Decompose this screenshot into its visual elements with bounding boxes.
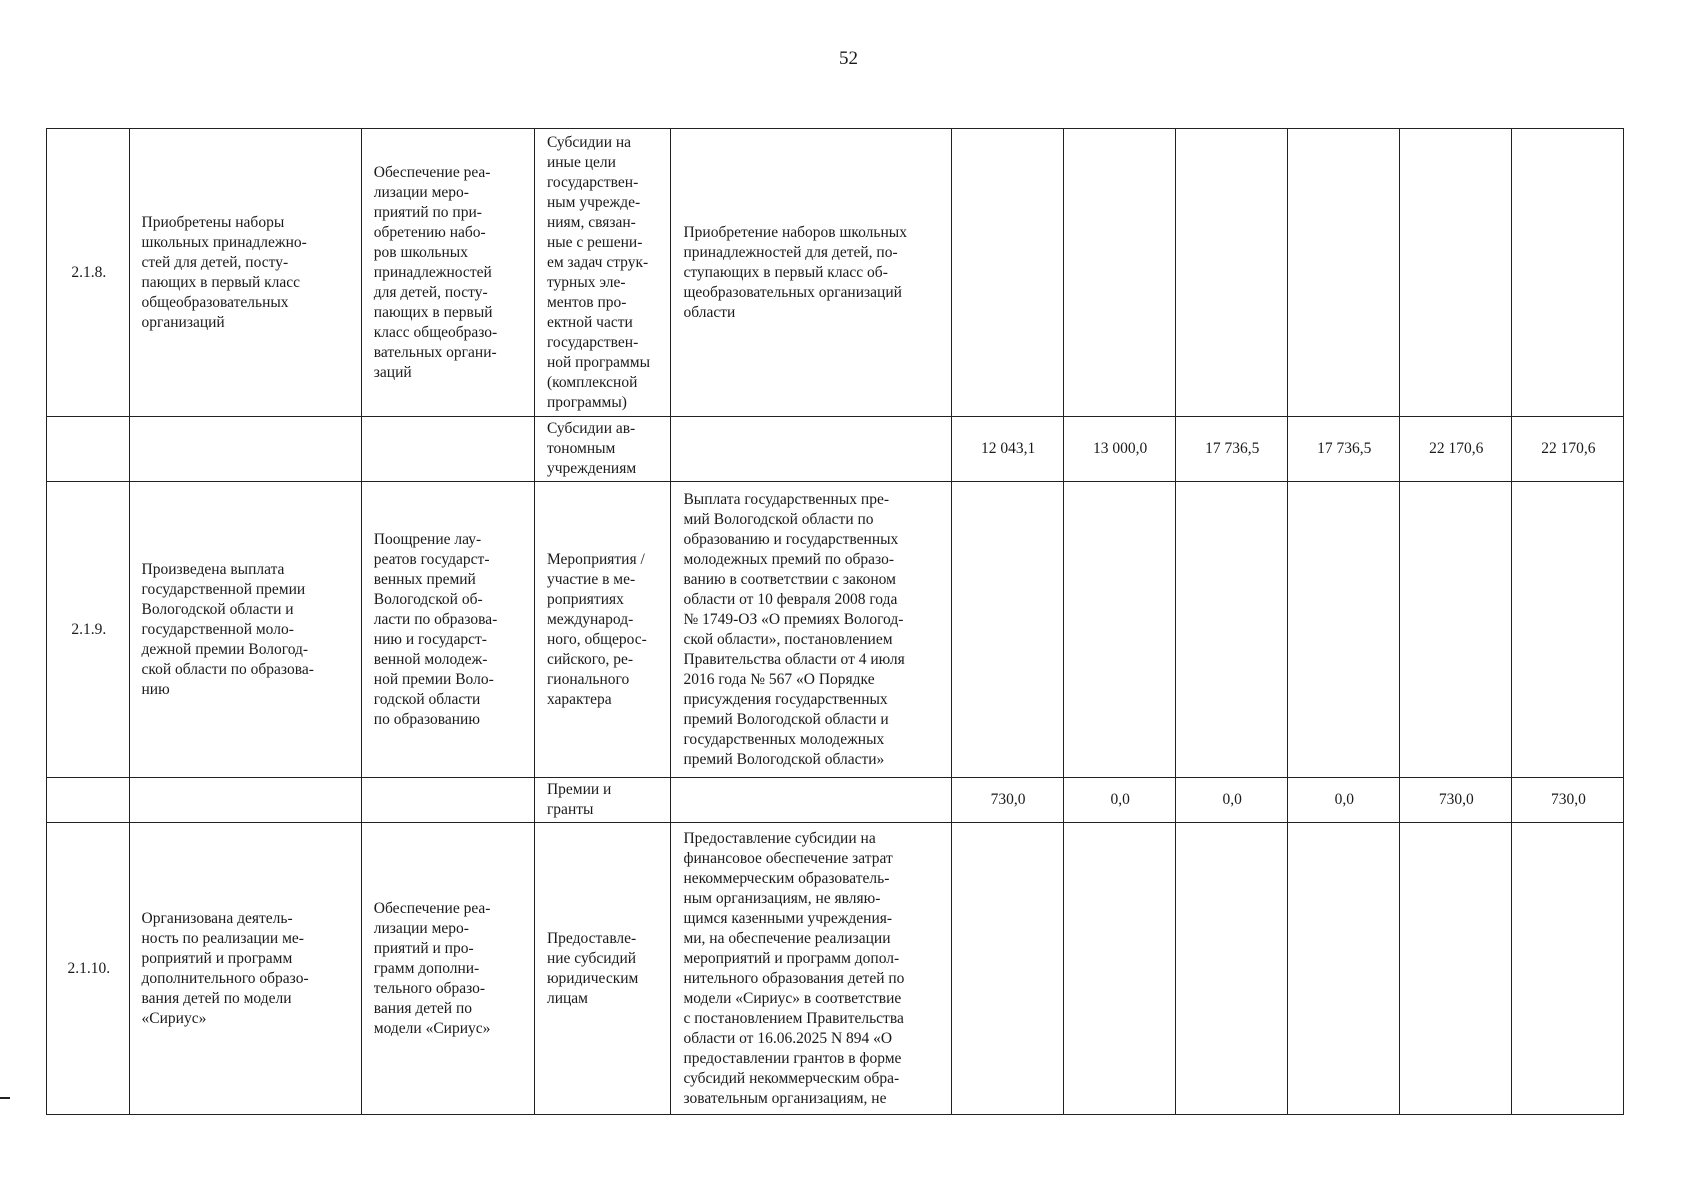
table-row <box>47 778 1624 823</box>
value-cell <box>1175 823 1287 1115</box>
value-cell <box>1511 823 1623 1115</box>
empty-cell <box>361 778 534 823</box>
value-cell <box>1175 129 1287 417</box>
value-cell <box>1287 482 1399 778</box>
description-cell: Приобретение наборов школьных принадлежностей для детей, по- ступающих в первый класс об- щеобразовательных организаций области <box>671 129 951 417</box>
table-row <box>47 482 1624 778</box>
description-cell: Выплата государственных пре- мий Вологодской области по образованию и государственных молодежных премий по образо- ванию в соответствии с законом области от 10 февраля 2008 года № 1749-ОЗ «О премиях Вологод- ской области», постановлением Правительства области от 4 июля 2016 года № 567 «О Порядке присуждения государственных премий Вологодской области и государственных молодежных премий Вологодской области» <box>671 482 951 778</box>
measure-cell: Поощрение лау- реатов государст- венных премий Вологодской об- ласти по образова- нию и государст- венной молодеж- ной премии Воло- годской области по образованию <box>361 482 534 778</box>
page-number: 52 <box>839 48 858 69</box>
value-cell <box>1287 823 1399 1115</box>
empty-cell <box>129 417 361 482</box>
empty-cell <box>47 778 130 823</box>
value-cell <box>1511 129 1623 417</box>
value-cell <box>1063 129 1175 417</box>
value-cell: 22 170,6 <box>1399 417 1511 482</box>
value-cell: 17 736,5 <box>1287 417 1399 482</box>
row-number: 2.1.9. <box>47 482 130 778</box>
value-cell <box>1287 129 1399 417</box>
value-cell <box>951 823 1063 1115</box>
value-cell: 730,0 <box>1511 778 1623 823</box>
value-cell: 17 736,5 <box>1175 417 1287 482</box>
value-cell <box>1399 129 1511 417</box>
value-cell <box>1399 482 1511 778</box>
result-cell: Приобретены наборы школьных принадлежно- стей для детей, посту- пающих в первый класс общеобразовательных организаций <box>129 129 361 417</box>
row-number: 2.1.10. <box>47 823 130 1115</box>
value-cell: 12 043,1 <box>951 417 1063 482</box>
value-cell <box>1063 482 1175 778</box>
value-cell <box>1175 482 1287 778</box>
margin-mark <box>0 1097 10 1099</box>
type-cell: Премии и гранты <box>534 778 671 823</box>
empty-cell <box>671 417 951 482</box>
table-row <box>47 823 1624 1115</box>
table-row <box>47 129 1624 417</box>
empty-cell <box>361 417 534 482</box>
value-cell: 0,0 <box>1287 778 1399 823</box>
value-cell: 0,0 <box>1175 778 1287 823</box>
value-cell: 0,0 <box>1063 778 1175 823</box>
type-cell: Предоставле- ние субсидий юридическим лицам <box>534 823 671 1115</box>
value-cell: 730,0 <box>1399 778 1511 823</box>
empty-cell <box>671 778 951 823</box>
table-row <box>47 417 1624 482</box>
value-cell: 730,0 <box>951 778 1063 823</box>
type-cell: Субсидии ав- тономным учреждениям <box>534 417 671 482</box>
description-cell: Предоставление субсидии на финансовое обеспечение затрат некоммерческим образователь- ным организациям, не являю- щимся казенными учреждения- ми, на обеспечение реализации мероприятий и программ допол- нительного образования детей по модели «Сириус» в соответствие с постановлением Правительства области от 16.06.2025 N 894 «О предоставлении грантов в форме субсидий некоммерческим обра- зовательным организациям, не <box>671 823 951 1115</box>
value-cell <box>951 482 1063 778</box>
value-cell: 13 000,0 <box>1063 417 1175 482</box>
value-cell <box>1399 823 1511 1115</box>
type-cell: Мероприятия / участие в ме- роприятиях международ- ного, общерос- сийского, ре- гионального характера <box>534 482 671 778</box>
value-cell: 22 170,6 <box>1511 417 1623 482</box>
measure-cell: Обеспечение реа- лизации меро- приятий по при- обретению набо- ров школьных принадлежностей для детей, посту- пающих в первый класс общеобразо- вательных органи- заций <box>361 129 534 417</box>
value-cell <box>951 129 1063 417</box>
result-cell: Произведена выплата государственной премии Вологодской области и государственной моло- дежной премии Вологод- ской области по образова- нию <box>129 482 361 778</box>
empty-cell <box>129 778 361 823</box>
row-number: 2.1.8. <box>47 129 130 417</box>
program-table <box>46 128 1624 1115</box>
measure-cell: Обеспечение реа- лизации меро- приятий и про- грамм дополни- тельного образо- вания детей по модели «Сириус» <box>361 823 534 1115</box>
result-cell: Организована деятель- ность по реализации ме- роприятий и программ дополнительного образо- вания детей по модели «Сириус» <box>129 823 361 1115</box>
empty-cell <box>47 417 130 482</box>
value-cell <box>1063 823 1175 1115</box>
type-cell: Субсидии на иные цели государствен- ным учрежде- ниям, связан- ные с решени- ем задач струк- турных эле- ментов про- ектной части государствен- ной программы (комплексной программы) <box>534 129 671 417</box>
value-cell <box>1511 482 1623 778</box>
